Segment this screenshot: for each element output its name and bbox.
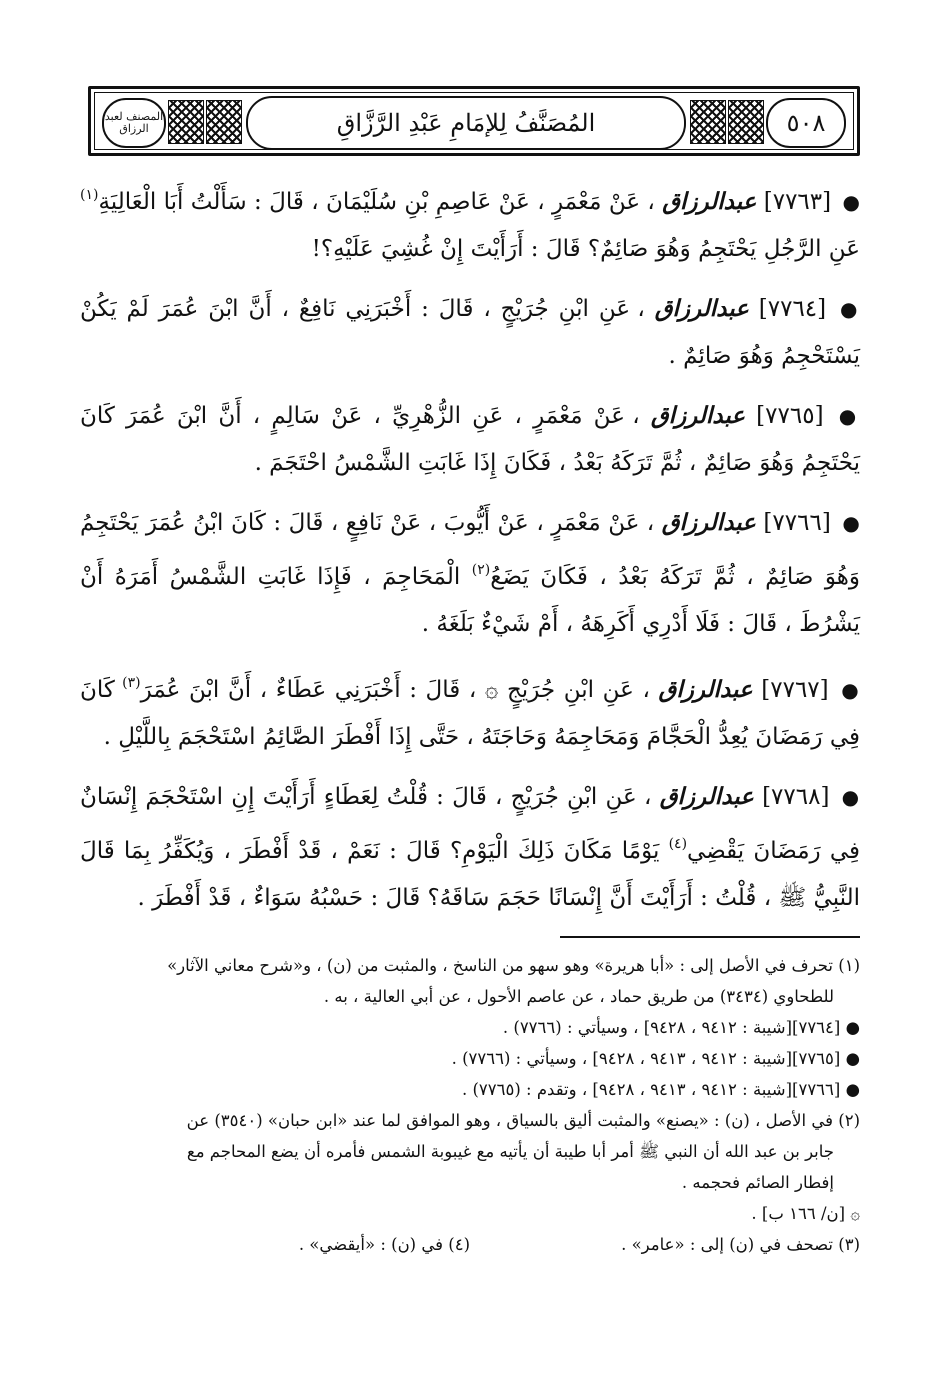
footnote-3: (٣) تصحف في (ن) إلى : «عامر» . bbox=[621, 1235, 860, 1254]
hadith-text: ، عَنِ ابْنِ جُرَيْجٍ ۞ ، قَالَ : أَخْبَرَنِي عَطَاءٌ ، أَنَّ ابْنَ عُمَرَ bbox=[140, 677, 650, 703]
hadith-text: ، عَنْ مَعْمَرٍ ، عَنِ الزُّهْرِيِّ ، عَنْ سَالِمٍ ، أَنَّ ابْنَ عُمَرَ كَانَ يَحْتَجِمُ وَهُوَ صَائِمٌ ، ثُمَّ تَرَكَهُ بَعْدُ ، فَكَانَ إِذَا غَابَتِ الشَّمْسُ احْتَجَمَ . bbox=[80, 403, 860, 476]
hadith-7765 bbox=[80, 392, 860, 487]
footnote-1-continued: للطحاوي (٣٤٣٤) من طريق حماد ، عن عاصم الأحول ، عن أبي العالية ، به . bbox=[323, 987, 834, 1006]
reference-7764: ● [٧٧٦٤][شيبة : ٩٤١٢ ، ٩٤٢٨] ، وسيأتي : (٧٧٦٦) . bbox=[502, 1018, 860, 1037]
hadith-7763 bbox=[80, 172, 860, 273]
hadith-number: [٧٧٦٦] bbox=[763, 510, 831, 536]
hadith-number: [٧٧٦٤] bbox=[758, 296, 827, 322]
hadith-7768 bbox=[80, 773, 860, 922]
hadith-7764 bbox=[80, 285, 860, 380]
hadith-number: [٧٧٦٧] bbox=[761, 677, 829, 703]
hadith-7767 bbox=[80, 660, 860, 761]
footnote-2-continued: إفطار الصائم فحجمه . bbox=[681, 1173, 834, 1192]
footnote-marker[interactable]: (٤) bbox=[668, 836, 688, 852]
footnote-4: (٤) في (ن) : «أيقضي» . bbox=[298, 1235, 470, 1254]
bullet-icon: ● bbox=[838, 404, 861, 428]
narrator-name: عبدالرزاق bbox=[654, 295, 749, 322]
ornament-icon bbox=[690, 100, 726, 144]
ornament-icon bbox=[168, 100, 204, 144]
hadith-text: كَانَ فِي رَمَضَانَ يُعِدُّ الْحَجَّامَ وَمَحَاجِمَهُ وَحَاجَتَهُ ، حَتَّى إِذَا أَفْطَرَ الصَّائِمُ اسْتَحْجَمَ بِاللَّيْلِ . bbox=[80, 677, 860, 750]
hadith-number: [٧٧٦٨] bbox=[762, 784, 830, 810]
footnotes bbox=[80, 950, 860, 1260]
footnote-marker[interactable]: (١) bbox=[80, 187, 99, 203]
page-number: ٥٠٨ bbox=[766, 98, 846, 148]
hadith-text: الْمَحَاجِمَ ، فَإِذَا غَابَتِ الشَّمْسُ أَمَرَهُ أَنْ يَشْرُطَ ، قَالَ : فَلَا أَدْرِي أَكَرِهَهُ ، أَمْ شَيْءٌ بَلَغَهُ . bbox=[80, 564, 860, 637]
ornament-icon bbox=[206, 100, 242, 144]
running-title: المُصَنَّفُ لِلإمَامِ عَبْدِ الرَّزَّاقِ bbox=[246, 96, 686, 150]
narrator-name: عبدالرزاق bbox=[658, 676, 753, 703]
bullet-icon: ● bbox=[842, 511, 860, 535]
hadith-list bbox=[80, 172, 860, 934]
footnote-marker[interactable]: (٢) bbox=[471, 562, 491, 578]
narrator-name: عبدالرزاق bbox=[659, 783, 754, 810]
footnote-divider bbox=[560, 936, 860, 938]
hadith-text: ، عَنِ ابْنِ جُرَيْجٍ ، قَالَ : أَخْبَرَنِي نَافِعٌ ، أَنَّ ابْنَ عُمَرَ لَمْ يَكُنْ يَسْتَحْجِمُ وَهُوَ صَائِمٌ . bbox=[80, 296, 860, 369]
page-header bbox=[88, 86, 860, 156]
bullet-icon: ● bbox=[841, 785, 860, 809]
footnote-marker[interactable]: (٣) bbox=[122, 675, 141, 691]
hadith-text: ، عَنِ ابْنِ جُرَيْجٍ ، قَالَ : قُلْتُ لِعَطَاءٍ أَرَأَيْتَ إِنِ اسْتَحْجَمَ إِنْسَانٌ فِي رَمَضَانَ يَقْضِي bbox=[80, 784, 860, 864]
hadith-text: ، عَنْ مَعْمَرٍ ، عَنْ أَيُّوبَ ، عَنْ نَافِعٍ ، قَالَ : كَانَ ابْنُ عُمَرَ يَحْتَجِمُ وَهُوَ صَائِمٌ ، ثُمَّ تَرَكَهُ بَعْدُ ، فَكَانَ يَضَعُ bbox=[80, 510, 861, 590]
footnote-2-continued: جابر بن عبد الله أن النبي ﷺ أمر أبا طيبة أن يأتيه مع غيبوبة الشمس فأمره أن يضع المحاجم مع bbox=[186, 1142, 834, 1161]
footnote-2: (٢) في الأصل ، (ن) : «يصنع» والمثبت أليق بالسياق ، وهو الموافق لما عند «ابن حبان» (٣٥٤٠) عن bbox=[186, 1111, 860, 1130]
bullet-icon: ● bbox=[842, 190, 861, 214]
narrator-name: عبدالرزاق bbox=[661, 509, 756, 536]
hadith-text: يَوْمًا مَكَانَ ذَلِكَ الْيَوْمِ؟ قَالَ : نَعَمْ ، قَدْ أَفْطَرَ ، وَيُكَفِّرُ بِمَا قَالَ النَّبِيُّ ﷺ ، قُلْتُ : أَرَأَيْتَ أَنَّ إِنْسَانًا حَجَمَ سَاقَهُ؟ قَالَ : حَسْبُهُ سَوَاءٌ ، قَدْ أَفْطَرَ . bbox=[80, 838, 860, 911]
footnotes-3-4-row bbox=[80, 1229, 860, 1260]
hadith-7766 bbox=[80, 499, 860, 648]
narrator-name: عبدالرزاق bbox=[662, 188, 757, 215]
hadith-text: ، عَنْ مَعْمَرٍ ، عَنْ عَاصِمِ بْنِ سُلَيْمَانَ ، قَالَ : سَأَلْتُ أَبَا الْعَالِيَةِ bbox=[98, 189, 655, 215]
bullet-icon: ● bbox=[840, 297, 861, 321]
book-emblem: المصنف لعبد الرزاق bbox=[102, 98, 166, 148]
hadith-number: [٧٧٦٣] bbox=[763, 189, 832, 215]
footnote-1: (١) تحرف في الأصل إلى : «أبا هريرة» وهو سهو من الناسخ ، والمثبت من (ن) ، و«شرح معاني الآثار» bbox=[167, 956, 860, 975]
bullet-icon: ● bbox=[841, 678, 861, 702]
manuscript-reference: ۞ [ن/ ١٦٦ ب] . bbox=[751, 1204, 860, 1223]
hadith-text: عَنِ الرَّجُلِ يَحْتَجِمُ وَهُوَ صَائِمٌ؟ قَالَ : أَرَأَيْتَ إِنْ غُشِيَ عَلَيْهِ؟! bbox=[311, 236, 860, 262]
hadith-number: [٧٧٦٥] bbox=[756, 403, 824, 429]
narrator-name: عبدالرزاق bbox=[650, 402, 745, 429]
reference-7765: ● [٧٧٦٥][شيبة : ٩٤١٢ ، ٩٤١٣ ، ٩٤٢٨] ، وسيأتي : (٧٧٦٦) . bbox=[451, 1049, 860, 1068]
ornament-icon bbox=[728, 100, 764, 144]
reference-7766: ● [٧٧٦٦][شيبة : ٩٤١٢ ، ٩٤١٣ ، ٩٤٢٨] ، وتقدم : (٧٧٦٥) . bbox=[461, 1080, 860, 1099]
